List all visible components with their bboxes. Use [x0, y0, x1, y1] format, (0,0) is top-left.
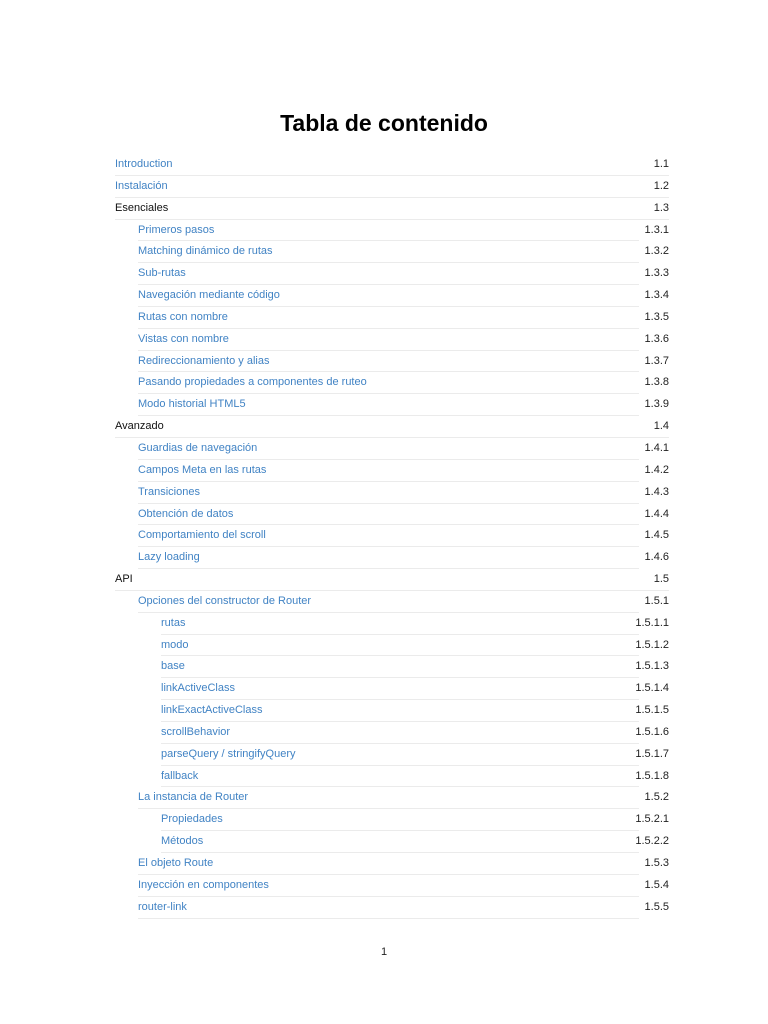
- toc-entry[interactable]: [138, 285, 669, 307]
- toc-entry-link[interactable]: Primeros pasos: [138, 223, 215, 236]
- page-number: 1: [380, 946, 388, 958]
- toc-entry-number: 1.3.7: [644, 354, 669, 367]
- toc-entry[interactable]: [161, 700, 669, 722]
- toc-entry[interactable]: [161, 766, 669, 788]
- toc-entry[interactable]: [138, 504, 669, 526]
- toc-entry[interactable]: [115, 176, 669, 198]
- toc-entry-number: 1.5.1.5: [635, 704, 669, 717]
- toc-entry-link[interactable]: scrollBehavior: [161, 725, 231, 738]
- toc-entry[interactable]: [138, 438, 669, 460]
- toc-entry-number: 1.3.4: [644, 289, 669, 302]
- toc-entry[interactable]: [138, 591, 669, 613]
- toc-entry-link[interactable]: Pasando propiedades a componentes de ruteo: [138, 376, 367, 389]
- toc-entry[interactable]: [138, 372, 669, 394]
- toc-entry-number: 1.3.8: [644, 376, 669, 389]
- toc-entry-link[interactable]: Comportamiento del scroll: [138, 529, 266, 542]
- toc-entry-number: 1.4.5: [644, 529, 669, 542]
- toc-entry-number: 1.5.1.2: [635, 638, 669, 651]
- toc-entry-link[interactable]: Obtención de datos: [138, 507, 234, 520]
- toc-entry-number: 1.5.1.6: [635, 725, 669, 738]
- toc-entry-number: 1.5.2.1: [635, 813, 669, 826]
- toc-entry-link[interactable]: modo: [161, 638, 189, 651]
- toc-entry-link[interactable]: Lazy loading: [138, 551, 200, 564]
- toc-entry-number: 1.5.1.4: [635, 682, 669, 695]
- toc-section-heading: Avanzado: [115, 420, 164, 433]
- toc-entry-number: 1.5.5: [644, 900, 669, 913]
- toc-entry-number: 1.5.1.8: [635, 769, 669, 782]
- toc-entry[interactable]: [138, 787, 669, 809]
- toc-entry: [115, 198, 669, 220]
- toc-entry-link[interactable]: linkExactActiveClass: [161, 704, 263, 717]
- toc-entry-number: 1.4.2: [644, 463, 669, 476]
- toc-entry-number: 1.5.1.7: [635, 747, 669, 760]
- toc-section-heading: API: [115, 573, 133, 586]
- toc-entry-number: 1.5.3: [644, 857, 669, 869]
- toc-entry[interactable]: [161, 635, 669, 657]
- toc-entry: [115, 569, 669, 591]
- toc-entry-number: 1.5.1.1: [635, 616, 669, 629]
- toc-entry[interactable]: [138, 307, 669, 329]
- toc-entry-number: 1.3.5: [644, 310, 669, 323]
- toc-entry[interactable]: [161, 722, 669, 744]
- toc-entry-link[interactable]: Vistas con nombre: [138, 332, 229, 345]
- toc-entry-number: 1.3.1: [644, 223, 669, 236]
- toc-entry[interactable]: [161, 809, 669, 831]
- toc-entry-link[interactable]: La instancia de Router: [138, 791, 249, 804]
- toc-entry: [115, 416, 669, 438]
- toc-entry-number: 1.4: [653, 420, 669, 433]
- toc-entry-number: 1.4.4: [644, 507, 669, 520]
- toc-entry-link[interactable]: parseQuery / stringifyQuery: [161, 747, 296, 760]
- toc-entry[interactable]: [138, 241, 669, 263]
- toc-entry-link[interactable]: Guardias de navegación: [138, 441, 258, 454]
- toc-entry-link[interactable]: Matching dinámico de rutas: [138, 245, 273, 258]
- toc-entry-link[interactable]: rutas: [161, 616, 186, 629]
- toc-entry[interactable]: [138, 897, 669, 919]
- toc-entry-number: 1.3.9: [644, 398, 669, 411]
- toc-entry-link[interactable]: base: [161, 660, 185, 673]
- toc-entry-number: 1.5.1: [644, 594, 669, 607]
- page-title: Tabla de contenido: [280, 110, 488, 136]
- toc-entry-number: 1.5.1.3: [635, 660, 669, 673]
- toc-entry-number: 1.3.2: [644, 245, 669, 258]
- toc-entry[interactable]: [161, 678, 669, 700]
- toc-entry-link[interactable]: router-link: [138, 900, 187, 913]
- toc-entry[interactable]: [161, 656, 669, 678]
- toc-entry-number: 1.5.2.2: [635, 835, 669, 848]
- toc-entry-number: 1.5.2: [644, 791, 669, 804]
- toc-entry[interactable]: [138, 220, 669, 242]
- toc-entry[interactable]: [138, 525, 669, 547]
- toc-entry-link[interactable]: Introduction: [115, 158, 173, 170]
- toc-entry-number: 1.3.3: [644, 267, 669, 280]
- toc-entry-number: 1.1: [653, 158, 669, 170]
- toc-entry-link[interactable]: Modo historial HTML5: [138, 398, 246, 411]
- toc-entry-link[interactable]: Inyección en componentes: [138, 878, 269, 891]
- toc-entry[interactable]: [138, 263, 669, 285]
- toc-entry-link[interactable]: Opciones del constructor de Router: [138, 594, 312, 607]
- toc-entry[interactable]: [138, 482, 669, 504]
- toc-entry[interactable]: [138, 329, 669, 351]
- table-of-contents: [115, 154, 669, 919]
- toc-entry[interactable]: [138, 853, 669, 875]
- toc-entry-link[interactable]: Propiedades: [161, 813, 223, 826]
- toc-entry[interactable]: [161, 613, 669, 635]
- toc-entry-link[interactable]: Sub-rutas: [138, 267, 186, 280]
- toc-entry[interactable]: [138, 394, 669, 416]
- toc-entry-number: 1.5: [653, 573, 669, 586]
- toc-entry-link[interactable]: Campos Meta en las rutas: [138, 463, 267, 476]
- toc-entry-number: 1.2: [653, 179, 669, 192]
- toc-entry-number: 1.3.6: [644, 332, 669, 345]
- toc-entry-link[interactable]: fallback: [161, 769, 199, 782]
- toc-entry-number: 1.3: [653, 201, 669, 214]
- toc-entry-link[interactable]: Navegación mediante código: [138, 289, 280, 302]
- toc-entry[interactable]: [161, 744, 669, 766]
- toc-entry[interactable]: [138, 875, 669, 897]
- toc-entry-number: 1.4.3: [644, 485, 669, 498]
- toc-entry[interactable]: [115, 154, 669, 176]
- toc-entry-link[interactable]: Redireccionamiento y alias: [138, 354, 270, 367]
- toc-entry[interactable]: [138, 351, 669, 373]
- toc-entry-link[interactable]: linkActiveClass: [161, 682, 235, 695]
- toc-entry[interactable]: [138, 547, 669, 569]
- toc-entry-link[interactable]: Métodos: [161, 835, 204, 848]
- toc-entry-link[interactable]: Instalación: [115, 179, 168, 192]
- toc-entry[interactable]: [161, 831, 669, 853]
- toc-entry-number: 1.5.4: [644, 878, 669, 891]
- toc-entry-link[interactable]: El objeto Route: [138, 857, 214, 869]
- toc-entry-link[interactable]: Rutas con nombre: [138, 310, 228, 323]
- toc-entry-number: 1.4.1: [644, 441, 669, 454]
- toc-entry[interactable]: [138, 460, 669, 482]
- toc-section-heading: Esenciales: [115, 201, 169, 214]
- toc-entry-link[interactable]: Transiciones: [138, 485, 200, 498]
- toc-entry-number: 1.4.6: [644, 551, 669, 564]
